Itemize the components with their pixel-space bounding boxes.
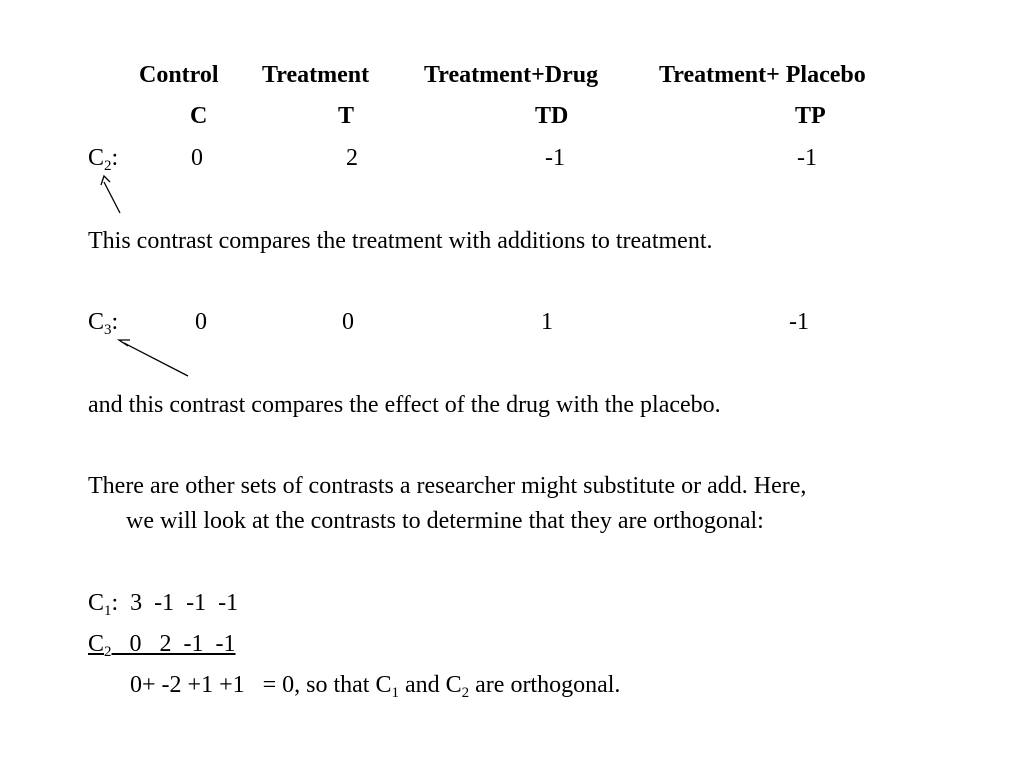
- arrow-to-c2-line: [104, 182, 120, 213]
- arrow-to-c2-head: [101, 176, 110, 185]
- column-code-td: TD: [535, 103, 569, 129]
- c2-row-label: $C_2$:: [88, 145, 119, 174]
- c2-value-treatment-drug: -1: [545, 145, 565, 171]
- c2-value-treatment: 2: [346, 145, 358, 171]
- orthogonality-result: 0+ -2 +1 +1 = 0, so that $C_1$ and $C_2$ are orthogonal.: [130, 672, 621, 701]
- c3-row-label: $C_3$:: [88, 309, 119, 338]
- paragraph-other-contrasts-line1: There are other sets of contrasts a researcher might substitute or add. Here,: [88, 473, 807, 499]
- c2-coefficients-line: $C_2$ 0 2 -1 -1: [88, 631, 236, 660]
- column-code-c: C: [190, 103, 208, 129]
- c3-value-treatment-placebo: -1: [789, 309, 809, 335]
- c2-value-treatment-placebo: -1: [797, 145, 817, 171]
- c2-value-control: 0: [191, 145, 203, 171]
- column-label-treatment: Treatment: [262, 62, 370, 88]
- arrow-to-c3-head: [119, 340, 130, 346]
- paragraph-drug-contrast: and this contrast compares the effect of the drug with the placebo.: [88, 392, 721, 418]
- c3-value-control: 0: [195, 309, 207, 335]
- arrow-to-c3-line: [124, 343, 188, 376]
- paragraph-other-contrasts-line2: we will look at the contrasts to determine that they are orthogonal:: [126, 508, 764, 534]
- column-label-control: Control: [139, 62, 219, 88]
- c3-value-treatment-drug: 1: [541, 309, 553, 335]
- column-label-treatment-drug: Treatment+Drug: [424, 62, 599, 88]
- paragraph-treatment-contrast: This contrast compares the treatment with additions to treatment.: [88, 228, 713, 254]
- column-label-treatment-placebo: Treatment+ Placebo: [659, 62, 866, 88]
- column-code-tp: TP: [795, 103, 826, 129]
- column-code-t: T: [338, 103, 355, 129]
- c1-coefficients-line: $C_1$: 3 -1 -1 -1: [88, 590, 239, 619]
- c3-value-treatment: 0: [342, 309, 354, 335]
